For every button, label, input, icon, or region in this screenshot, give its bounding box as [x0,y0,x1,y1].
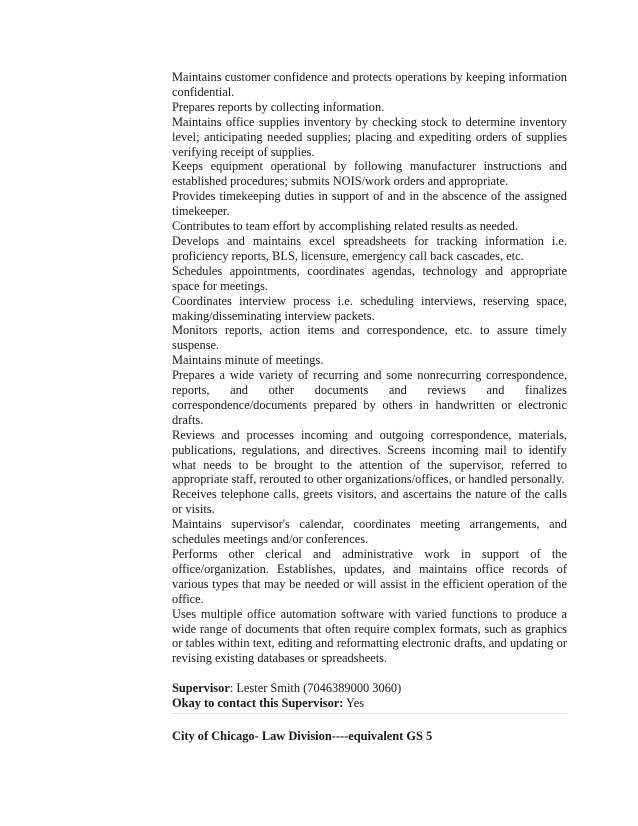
duty-item: Prepares a wide variety of recurring and some nonrecurring correspondence, reports, and other documents and reviews and finalizes correspondence/documents prepared by others in handwritten or electronic drafts. [172,368,567,427]
duty-item: Performs other clerical and administrative work in support of the office/organization. Establishes, updates, and maintains office records of various types that may be needed or will assist in the efficient operation of the office. [172,547,567,606]
employer-heading: City of Chicago- Law Division----equivalent GS 5 [172,729,433,744]
supervisor-line [172,681,567,696]
duty-item: Uses multiple office automation software with varied functions to produce a wide range of documents that often require complex formats, such as graphics or tables within text, editing and reformatting electronic drafts, and updating or revising existing databases or spreadsheets. [172,606,567,666]
section-divider [172,713,567,714]
contact-permission-label: Okay to contact this Supervisor: [172,696,344,711]
duty-item: Maintains supervisor's calendar, coordinates meeting arrangements, and schedules meetings and/or conferences. [172,517,567,547]
duty-item: Maintains office supplies inventory by checking stock to determine inventory level; anticipating needed supplies; placing and expediting orders of supplies verifying receipt of supplies. [172,114,567,159]
duty-item: Develops and maintains excel spreadsheets for tracking information i.e. proficiency reports, BLS, licensure, emergency call back cascades, etc. [172,233,567,263]
supervisor-value: : Lester Smith (7046389000 3060) [229,681,402,696]
duty-item: Provides timekeeping duties in support of and in the abscence of the assigned timekeeper. [172,189,567,219]
supervisor-label: Supervisor [172,681,230,696]
duty-item: Schedules appointments, coordinates agendas, technology and appropriate space for meetings. [172,263,567,293]
duty-item: Keeps equipment operational by following manufacturer instructions and established procedures; submits NOIS/work orders and appropriate. [172,159,567,189]
duty-item: Prepares reports by collecting information. [172,99,385,114]
duty-item: Monitors reports, action items and correspondence, etc. to assure timely suspense. [172,323,567,353]
duty-item: Receives telephone calls, greets visitors, and ascertains the nature of the calls or visits. [172,487,567,517]
duty-item: Contributes to team effort by accomplishing related results as needed. [172,219,518,234]
duty-item: Maintains minute of meetings. [172,353,324,368]
resume-content [172,70,567,744]
supervisor-block [172,681,567,711]
contact-permission-value: Yes [343,696,365,711]
duty-item: Reviews and processes incoming and outgoing correspondence, materials, publications, regulations, and directives. Screens incoming mail to identify what needs to be brought to the attention of the supervisor, referred to appropriate staff, rerouted to other organizations/offices, or handled personally. [172,427,567,487]
duty-item: Coordinates interview process i.e. scheduling interviews, reserving space, making/disseminating interview packets. [172,293,567,323]
duty-item: Maintains customer confidence and protects operations by keeping information confidential. [172,70,567,99]
duties-list [172,70,567,666]
contact-permission-line [172,696,567,711]
